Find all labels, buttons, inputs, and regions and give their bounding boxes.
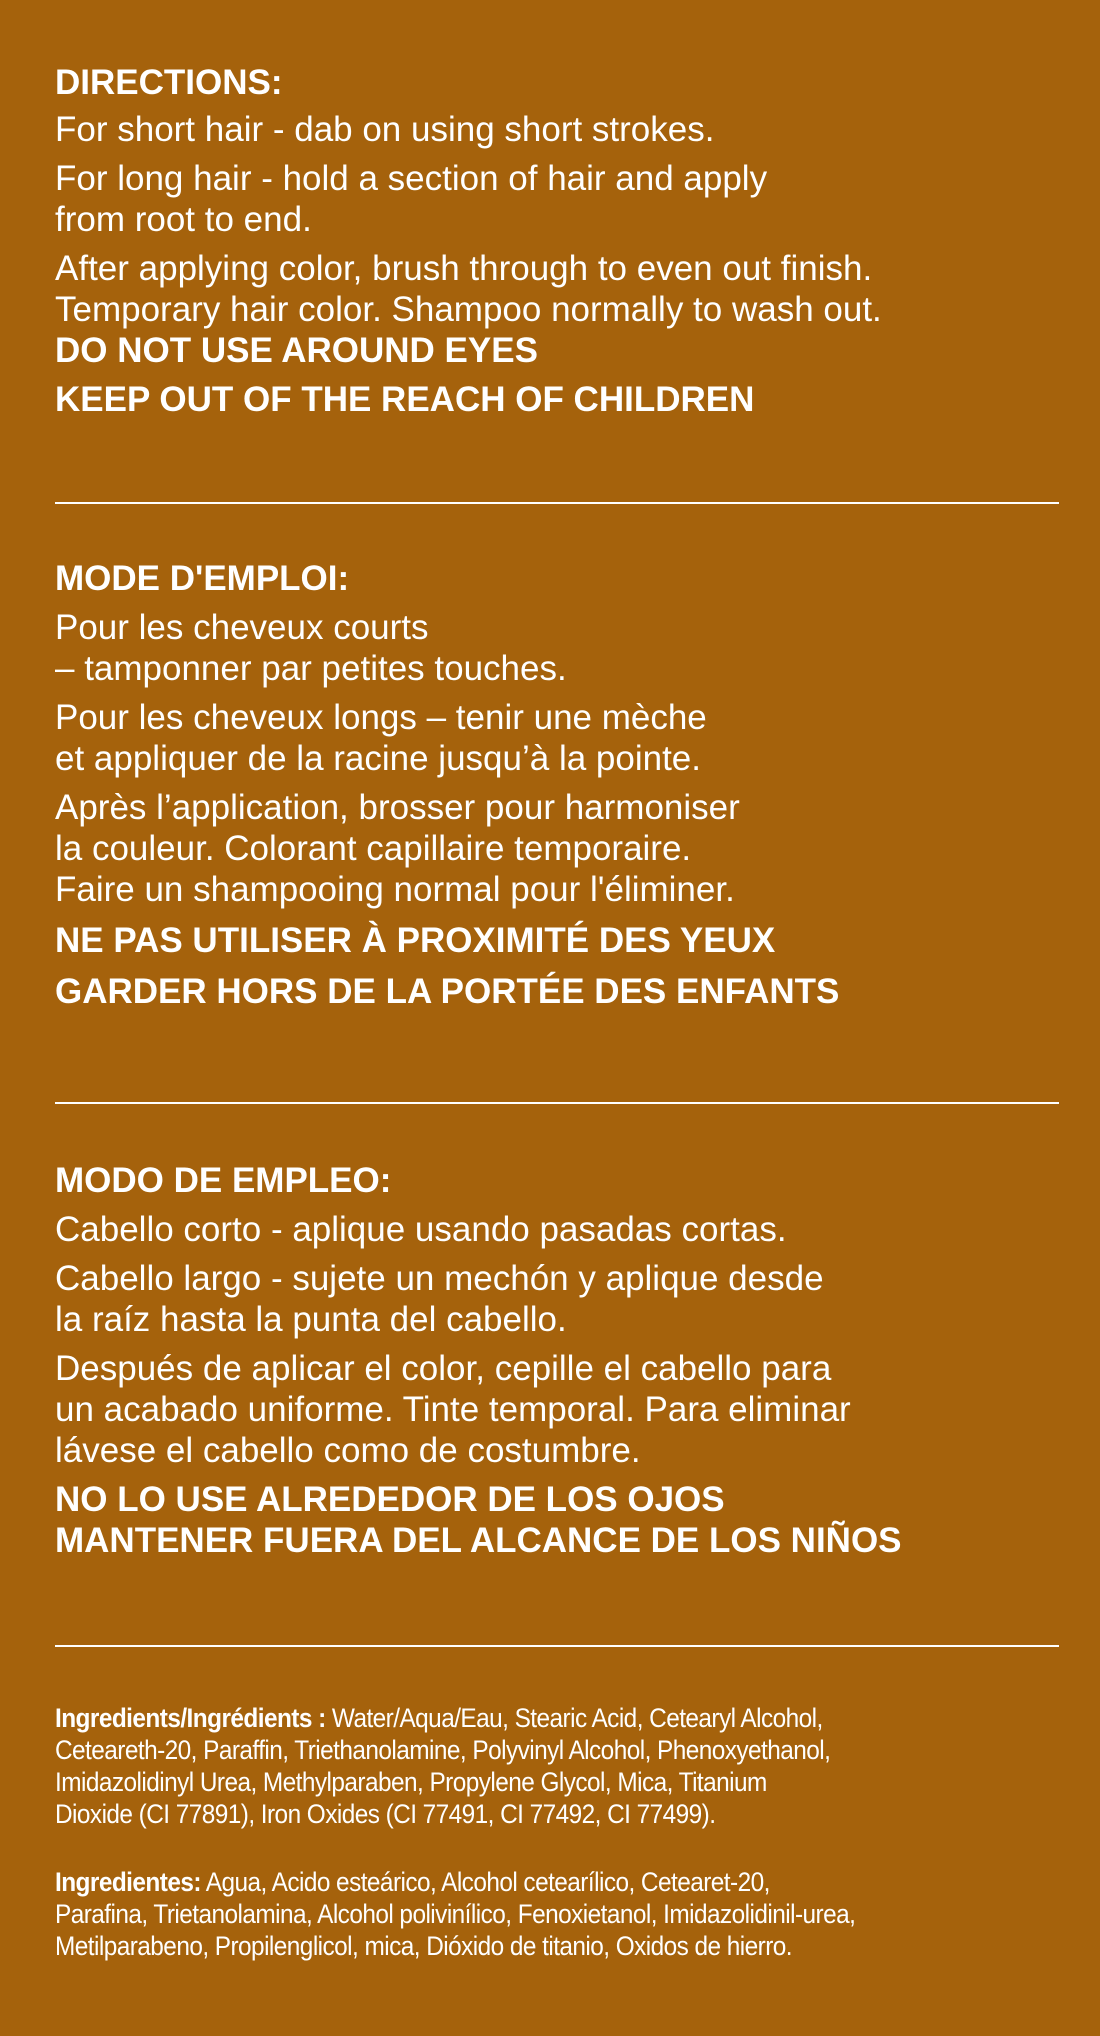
ingredients-label: Ingredientes: — [55, 1867, 201, 1897]
ingredients-list: Water/Aqua/Eau, Stearic Acid, Cetearyl Alcohol, Ceteareth-20, Paraffin, Triethanolamine, Polyvinyl Alcohol, Phenoxyethanol, Imidazolidinyl Urea, Methylparaben, Propylene Glycol, Mica, Titanium Dioxide (CI 77891), Iron Oxides (CI 77491, CI 77492, CI 77499). — [55, 1703, 831, 1829]
warning-text: GARDER HORS DE LA PORTÉE DES ENFANTS — [55, 972, 840, 1011]
directions-paragraph: After applying color, brush through to even out finish. Temporary hair color. Shampoo normally to wash out. — [55, 249, 882, 329]
section-divider — [55, 502, 1059, 504]
ingredients-list: Agua, Acido esteárico, Alcohol cetearílico, Cetearet-20, Parafina, Trietanolamina, Alcohol polivinílico, Fenoxietanol, Imidazolidinil-urea, Metilparabeno, Propilenglicol, mica, Dióxido de titanio, Oxidos de hierro. — [55, 1867, 856, 1961]
ingredients-label: Ingredients/Ingrédients : — [55, 1703, 326, 1733]
ingredients-english-french — [55, 1702, 993, 1830]
section-divider — [55, 1645, 1059, 1647]
directions-paragraph: Pour les cheveux longs – tenir une mèche et appliquer de la racine jusqu’à la pointe. — [55, 698, 707, 778]
directions-paragraph: Cabello corto - aplique usando pasadas cortas. — [55, 1210, 787, 1249]
section-heading: MODE D'EMPLOI: — [55, 559, 350, 598]
ingredients-spanish — [55, 1866, 993, 1962]
directions-section-french — [55, 558, 1065, 1012]
directions-paragraph: Après l’application, brosser pour harmoniser la couleur. Colorant capillaire temporaire. Faire un shampooing normal pour l'éliminer. — [55, 788, 740, 909]
directions-paragraph: Pour les cheveux courts – tamponner par petites touches. — [55, 608, 567, 688]
warning-text: NO LO USE ALREDEDOR DE LOS OJOS — [55, 1480, 725, 1519]
directions-section-english — [55, 62, 1065, 420]
directions-paragraph: Cabello largo - sujete un mechón y aplique desde la raíz hasta la punta del cabello. — [55, 1259, 824, 1339]
directions-paragraph: For long hair - hold a section of hair and apply from root to end. — [55, 159, 768, 239]
warning-text: NE PAS UTILISER À PROXIMITÉ DES YEUX — [55, 921, 776, 960]
warning-text: KEEP OUT OF THE REACH OF CHILDREN — [55, 380, 755, 419]
section-heading: MODO DE EMPLEO: — [55, 1161, 392, 1200]
warning-text: DO NOT USE AROUND EYES — [55, 331, 538, 370]
directions-section-spanish — [55, 1160, 1065, 1561]
directions-paragraph: For short hair - dab on using short strokes. — [55, 110, 715, 149]
warning-text: MANTENER FUERA DEL ALCANCE DE LOS NIÑOS — [55, 1521, 902, 1560]
directions-paragraph: Después de aplicar el color, cepille el cabello para un acabado uniforme. Tinte temporal. Para eliminar lávese el cabello como de costumbre. — [55, 1349, 851, 1470]
section-divider — [55, 1102, 1059, 1104]
section-heading: DIRECTIONS: — [55, 63, 283, 102]
